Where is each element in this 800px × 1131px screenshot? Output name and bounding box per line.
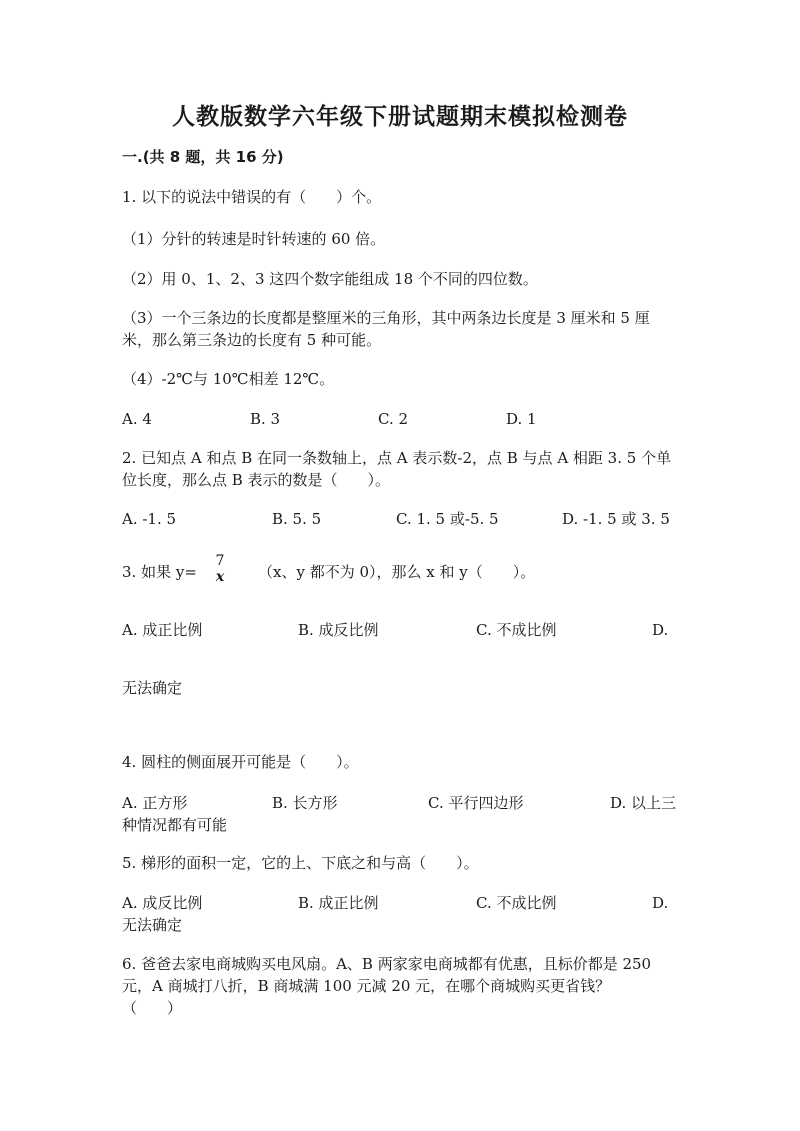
q1-statement-3-line-1: （3）一个三条边的长度都是整厘米的三角形，其中两条边长度是 3 厘米和 5 厘 xyxy=(122,309,650,327)
q4-option-a: A. 正方形 xyxy=(122,794,188,812)
q2-option-c: C. 1. 5 或-5. 5 xyxy=(396,510,499,528)
section-heading: 一.(共 8 题，共 16 分) xyxy=(122,148,284,166)
q2-option-b: B. 5. 5 xyxy=(272,510,322,528)
q3-option-d-continued: 无法确定 xyxy=(122,679,183,697)
q3-option-a: A. 成正比例 xyxy=(122,621,203,639)
q5-option-d-continued: 无法确定 xyxy=(122,916,183,934)
q2-stem-line-2: 位长度，那么点 B 表示的数是（ ）。 xyxy=(122,471,391,489)
q5-option-d: D. xyxy=(652,894,669,912)
q3-fraction-numerator: 7 xyxy=(215,553,225,569)
q1-statement-3-line-2: 米，那么第三条边的长度有 5 种可能。 xyxy=(122,331,382,349)
q1-option-b: B. 3 xyxy=(250,410,281,428)
q1-statement-1: （1）分针的转速是时针转速的 60 倍。 xyxy=(122,230,386,248)
q3-option-b: B. 成反比例 xyxy=(298,621,379,639)
q3-option-c: C. 不成比例 xyxy=(476,621,557,639)
q1-option-c: C. 2 xyxy=(378,410,409,428)
q4-stem: 4. 圆柱的侧面展开可能是（ ）。 xyxy=(122,753,359,771)
q3-fraction xyxy=(212,553,228,585)
q6-stem-line-2: 元，A 商城打八折，B 商城满 100 元减 20 元，在哪个商城购买更省钱？ xyxy=(122,977,611,995)
q5-stem: 5. 梯形的面积一定，它的上、下底之和与高（ ）。 xyxy=(122,854,479,872)
q3-option-d: D. xyxy=(652,621,669,639)
q5-option-a: A. 成反比例 xyxy=(122,894,203,912)
q2-stem-line-1: 2. 已知点 A 和点 B 在同一条数轴上，点 A 表示数-2，点 B 与点 A 相距 3. 5 个单 xyxy=(122,449,672,467)
page-title: 人教版数学六年级下册试题期末模拟检测卷 xyxy=(172,104,628,130)
q3-fraction-denominator: x xyxy=(215,569,225,585)
q1-statement-4: （4）-2℃与 10℃相差 12℃。 xyxy=(122,370,335,388)
q5-option-c: C. 不成比例 xyxy=(476,894,557,912)
q4-option-d: D. 以上三 xyxy=(610,794,677,812)
q3-stem-suffix: （x、y 都不为 0），那么 x 和 y（ ）。 xyxy=(258,563,536,581)
q6-stem-line-1: 6. 爸爸去家电商城购买电风扇。A、B 两家家电商城都有优惠，且标价都是 250 xyxy=(122,955,652,973)
q5-option-b: B. 成正比例 xyxy=(298,894,379,912)
q2-option-d: D. -1. 5 或 3. 5 xyxy=(562,510,670,528)
q2-option-a: A. -1. 5 xyxy=(122,510,177,528)
q1-option-a: A. 4 xyxy=(122,410,152,428)
q6-answer-blank: （ ） xyxy=(122,999,183,1017)
q4-option-d-continued: 种情况都有可能 xyxy=(122,816,228,834)
q3-stem-prefix: 3. 如果 y= xyxy=(122,563,197,581)
q4-option-b: B. 长方形 xyxy=(272,794,338,812)
q1-option-d: D. 1 xyxy=(506,410,537,428)
q1-statement-2: （2）用 0、1、2、3 这四个数字能组成 18 个不同的四位数。 xyxy=(122,270,538,288)
q4-option-c: C. 平行四边形 xyxy=(428,794,524,812)
q1-stem: 1. 以下的说法中错误的有（ ）个。 xyxy=(122,188,382,206)
